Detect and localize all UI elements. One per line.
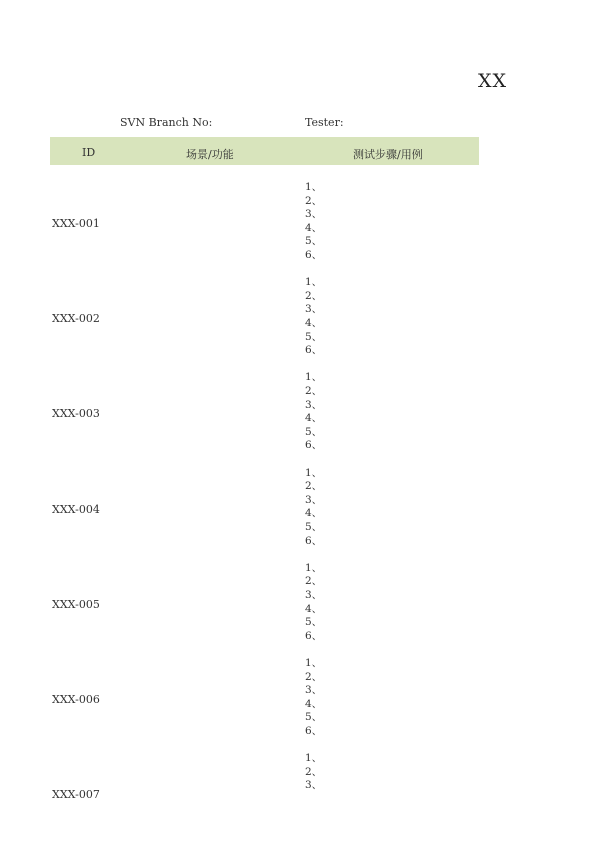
table-row xyxy=(0,657,600,752)
table-row xyxy=(0,562,600,657)
step-item: 5、 xyxy=(305,520,323,533)
step-item: 2、 xyxy=(305,194,323,207)
step-item: 3、 xyxy=(305,588,323,601)
step-item: 5、 xyxy=(305,235,323,248)
steps-list xyxy=(305,181,322,263)
step-item: 6、 xyxy=(305,724,323,737)
row-id: XXX-002 xyxy=(52,312,100,326)
step-item: 3、 xyxy=(305,684,323,697)
step-item: 5、 xyxy=(305,711,323,724)
step-item: 1、 xyxy=(305,276,323,289)
step-item: 6、 xyxy=(305,248,323,261)
step-item: 1、 xyxy=(305,752,323,765)
step-item: 1、 xyxy=(305,561,323,574)
step-item: 4、 xyxy=(305,507,323,520)
step-item: 6、 xyxy=(305,629,323,642)
step-item: 4、 xyxy=(305,602,323,615)
step-item: 5、 xyxy=(305,616,323,629)
step-item: 2、 xyxy=(305,384,323,397)
step-item: 4、 xyxy=(305,221,323,234)
row-id: XXX-003 xyxy=(52,407,100,421)
step-item: 5、 xyxy=(305,425,323,438)
document-title: XX xyxy=(478,70,508,92)
step-item: 6、 xyxy=(305,344,323,357)
table-header xyxy=(50,137,479,165)
step-item: 2、 xyxy=(305,575,323,588)
row-id: XXX-001 xyxy=(52,217,100,230)
step-item: 6、 xyxy=(305,534,323,547)
step-item: 2、 xyxy=(305,670,323,683)
table-row xyxy=(0,371,600,466)
tester-label: Tester: xyxy=(305,116,344,129)
step-item: 2、 xyxy=(305,289,323,302)
steps-list xyxy=(305,467,322,549)
step-item: 2、 xyxy=(305,765,323,778)
column-header-scene: 场景/功能 xyxy=(186,148,234,161)
step-item: 1、 xyxy=(305,657,323,669)
step-item: 3、 xyxy=(305,208,323,221)
step-item: 5、 xyxy=(305,330,323,343)
step-item: 1、 xyxy=(305,371,323,384)
table-row xyxy=(0,181,600,276)
row-id: XXX-007 xyxy=(52,788,100,802)
steps-list xyxy=(305,371,322,453)
step-item: 6、 xyxy=(305,439,323,452)
step-item: 2、 xyxy=(305,480,323,493)
svn-branch-label: SVN Branch No: xyxy=(120,116,213,129)
step-item: 3、 xyxy=(305,779,323,792)
table-row xyxy=(0,752,600,847)
column-header-id: ID xyxy=(82,146,96,159)
step-item: 3、 xyxy=(305,493,323,506)
row-id: XXX-004 xyxy=(52,502,100,516)
row-id: XXX-006 xyxy=(52,693,100,706)
row-id: XXX-005 xyxy=(52,597,100,611)
step-item: 3、 xyxy=(305,303,323,316)
steps-list xyxy=(305,657,322,739)
table-row xyxy=(0,467,600,562)
step-item: 1、 xyxy=(305,181,323,193)
steps-list xyxy=(305,562,322,644)
column-header-steps: 测试步骤/用例 xyxy=(353,148,423,161)
steps-list xyxy=(305,276,322,358)
step-item: 3、 xyxy=(305,398,323,411)
steps-list xyxy=(305,752,322,793)
step-item: 4、 xyxy=(305,697,323,710)
step-item: 1、 xyxy=(305,466,323,479)
table-row xyxy=(0,276,600,371)
step-item: 4、 xyxy=(305,316,323,329)
step-item: 4、 xyxy=(305,412,323,425)
